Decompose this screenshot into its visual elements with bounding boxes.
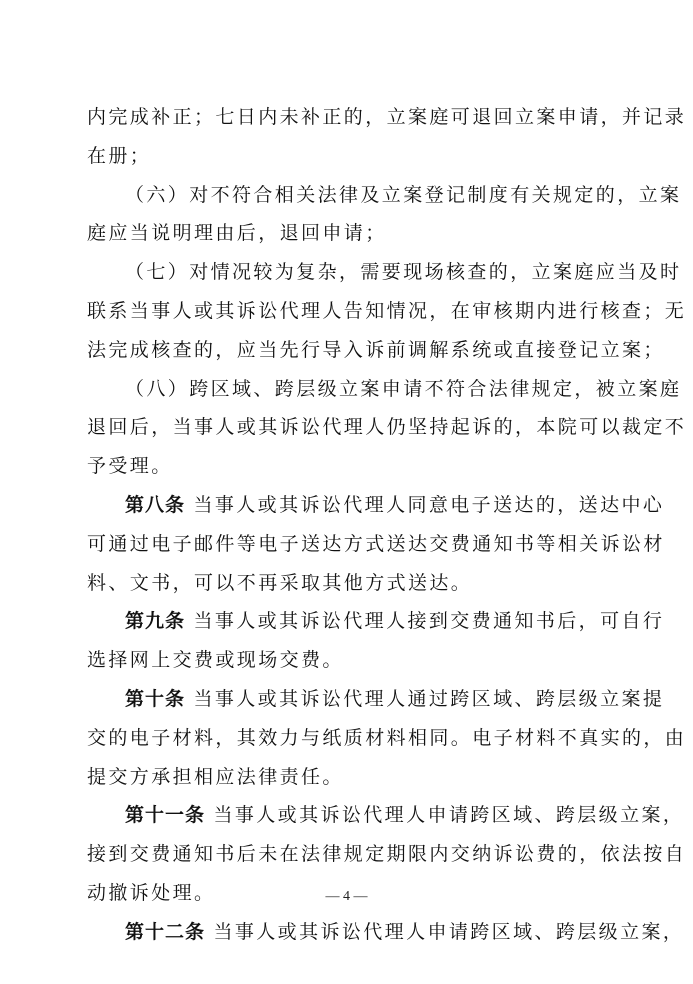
text-line: 联系当事人或其诉讼代理人告知情况，在审核期内进行核查；无: [87, 299, 687, 322]
text-line: 退回后，当事人或其诉讼代理人仍坚持起诉的，本院可以裁定不: [87, 416, 687, 439]
body-text: [87, 98, 687, 952]
article-heading: 第十一条: [125, 804, 206, 827]
text-line: 予受理。: [87, 455, 173, 478]
article-line: [87, 486, 665, 525]
text-line: 在册；: [87, 144, 152, 167]
article-text: 当事人或其诉讼代理人申请跨区域、跨层级立案，: [213, 804, 685, 827]
text-line: （六）对不符合相关法律及立案登记制度有关规定的，立案: [125, 183, 682, 206]
article-text: 当事人或其诉讼代理人申请跨区域、跨层级立案，: [213, 920, 685, 943]
article-text: 当事人或其诉讼代理人接到交费通知书后，可自行: [193, 610, 665, 633]
text-line: （八）跨区域、跨层级立案申请不符合法律规定，被立案庭: [125, 377, 682, 400]
text-line: 内完成补正；七日内未补正的，立案庭可退回立案申请，并记录: [87, 106, 687, 128]
article-heading: 第十条: [125, 687, 186, 710]
text-line: 接到交费通知书后未在法律规定期限内交纳诉讼费的，依法按自: [87, 843, 687, 866]
article-line: [87, 602, 665, 641]
text-line: 法完成核查的，应当先行导入诉前调解系统或直接登记立案；: [87, 338, 665, 361]
text-line: 选择网上交费或现场交费。: [87, 649, 344, 672]
article-line: [87, 913, 685, 952]
text-line: 庭应当说明理由后，退回申请；: [87, 222, 387, 245]
text-line: 可通过电子邮件等电子送达方式送达交费通知书等相关诉讼材: [87, 532, 665, 555]
text-line: （七）对情况较为复杂，需要现场核查的，立案庭应当及时: [125, 261, 682, 284]
text-line: 提交方承担相应法律责任。: [87, 765, 344, 788]
text-line: 料、文书，可以不再采取其他方式送达。: [87, 571, 473, 594]
text-line: 动撤诉处理。: [87, 881, 216, 904]
article-heading: 第九条: [125, 610, 186, 633]
article-line: [87, 796, 685, 835]
article-line: [87, 680, 665, 719]
text-line: 交的电子材料，其效力与纸质材料相同。电子材料不真实的，由: [87, 726, 687, 749]
page-number: — 4 —: [325, 889, 368, 904]
article-text: 当事人或其诉讼代理人同意电子送达的，送达中心: [193, 493, 665, 516]
article-text: 当事人或其诉讼代理人通过跨区域、跨层级立案提: [193, 687, 665, 710]
article-heading: 第十二条: [125, 920, 206, 943]
article-heading: 第八条: [125, 493, 186, 516]
